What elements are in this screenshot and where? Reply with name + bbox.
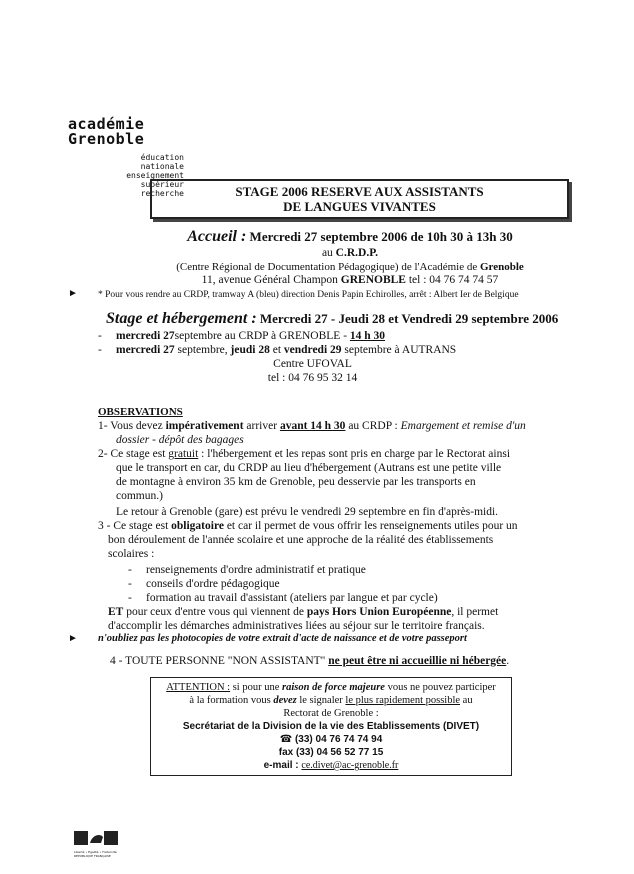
attention-email-label: e-mail : — [263, 760, 302, 771]
attention-l1c: vous ne pouvez participer — [384, 682, 496, 693]
attention-line3: Rectorat de Grenoble : — [283, 708, 379, 719]
logo-line1: académie — [68, 115, 145, 133]
photocopies-note — [98, 632, 467, 646]
o2-prefix: 2- Ce stage est — [98, 448, 169, 460]
logo-sub-line: recherche — [140, 189, 184, 198]
observations-heading-text: OBSERVATIONS — [98, 406, 183, 418]
o3-prefix: 3 - Ce stage est — [98, 520, 172, 532]
observations-heading — [98, 405, 183, 419]
et-bold: ET — [108, 606, 124, 618]
arrow-bullet-icon: ► — [68, 633, 78, 644]
accueil-centre-line — [80, 260, 620, 274]
stage-dates: Mercredi 27 - Jeudi 28 et Vendredi 29 septembre 2006 — [256, 311, 559, 326]
title-line1: STAGE 2006 RESERVE AUX ASSISTANTS — [235, 184, 484, 199]
o1-time: avant 14 h 30 — [279, 420, 346, 432]
o4-end: . — [506, 655, 510, 667]
observation-1 — [98, 419, 526, 433]
attention-line2 — [155, 694, 507, 707]
et-line2: d'accomplir les démarches administratives liées au séjour sur le territoire français. — [108, 620, 485, 632]
bullet-text: conseils d'ordre pédagogique — [146, 578, 280, 590]
attention-l1b: raison de force majeure — [282, 682, 385, 693]
attention-l2d: le plus rapidement possible — [345, 695, 461, 706]
accueil-crdp: C.R.D.P. — [335, 247, 379, 259]
attention-l2b: devez — [273, 695, 297, 706]
stage-item2-f: septembre à AUTRANS — [341, 344, 457, 356]
stage-tel: tel : 04 76 95 32 14 — [267, 372, 358, 384]
attention-phone: (33) 04 76 74 74 94 — [294, 734, 383, 745]
footer-motto: Liberté • Égalité • Fraternité — [74, 850, 117, 854]
et-line1a: pour ceux d'entre vous qui viennent de — [123, 606, 307, 618]
o4-bold: ne peut être ni accueillie ni hébergée — [328, 655, 507, 667]
attention-l2a: à la formation vous — [189, 695, 274, 706]
list-item: - renseignements d'ordre administratif et pratique — [128, 564, 366, 576]
o1-prefix: 1- Vous devez — [98, 420, 166, 432]
o3-line1: et car il permet de vous offrir les renseignements utiles pour un — [223, 520, 518, 532]
o1-italic2: dossier - dépôt des bagages — [116, 434, 244, 446]
stage-item1-a: mercredi 27 — [116, 330, 175, 342]
logo-sub-line: supérieur — [140, 180, 184, 189]
observation-3 — [98, 519, 518, 533]
accueil-line — [80, 228, 620, 246]
observation-2 — [98, 447, 510, 461]
marianne-icon — [74, 831, 118, 845]
observation-4 — [110, 654, 509, 668]
o3-line3: scolaires : — [108, 548, 155, 560]
stage-item2-d: et — [269, 344, 284, 356]
title-line2: DE LANGUES VIVANTES — [283, 199, 436, 214]
arrow-bullet-icon: ► — [68, 288, 78, 299]
attention-line4: Secrétariat de la Division de la vie des Etablissements (DIVET) — [182, 721, 480, 732]
logo-sub-line: enseignement — [126, 171, 184, 180]
stage-item1-b: septembre au CRDP à GRENOBLE - — [174, 330, 350, 342]
logo-sub-line: nationale — [140, 162, 184, 171]
stage-item2-e: vendredi 29 — [283, 344, 342, 356]
stage-item2-a: mercredi 27 — [116, 344, 175, 356]
accueil-tel: tel : 04 76 74 74 57 — [405, 274, 499, 286]
accueil-centre-city: Grenoble — [479, 261, 524, 273]
logo-line2: Grenoble — [68, 130, 145, 148]
et-line1b: pays Hors Union Européenne — [306, 606, 452, 618]
bullet-text: formation au travail d'assistant (ateliers par langue et par cycle) — [146, 592, 438, 604]
list-item: - conseils d'ordre pédagogique — [128, 578, 280, 590]
accueil-address-line — [80, 273, 620, 287]
observation-1-cont — [116, 433, 244, 447]
o2-line1: : l'hébergement et les repas sont pris en charge par le Rectorat ainsi — [198, 448, 511, 460]
footer-republic: RÉPUBLIQUE FRANÇAISE — [74, 854, 111, 858]
o4-prefix: 4 - TOUTE PERSONNE "NON ASSISTANT" — [110, 655, 329, 667]
photocopies-text: n'oubliez pas les photocopies de votre extrait d'acte de naissance et de votre passeport — [98, 633, 467, 644]
attention-box — [150, 677, 512, 776]
attention-line1 — [155, 681, 507, 694]
logo-sub-line: éducation — [140, 153, 184, 162]
attention-l1a: si pour une — [230, 682, 283, 693]
stage-item2-b: septembre, — [174, 344, 231, 356]
o3-line2: bon déroulement de l'année scolaire et une approche de la réalité des établissements — [108, 534, 494, 546]
stage-label: Stage et hébergement : — [106, 310, 257, 327]
o3-bold: obligatoire — [171, 520, 224, 532]
attention-l2c: le signaler — [296, 695, 346, 706]
stage-item-2: - mercredi 27 septembre, jeudi 28 et vendredi 29 septembre à AUTRANS — [98, 344, 457, 356]
list-item: - formation au travail d'assistant (ateliers par langue et par cycle) — [128, 592, 438, 604]
attention-label: ATTENTION : — [166, 682, 231, 693]
stage-line — [106, 310, 558, 328]
title-box — [150, 179, 569, 219]
transport-note: * Pour vous rendre au CRDP, tramway A (bleu) direction Denis Papin Echirolles, arrêt : Albert Ier de Belgique — [98, 290, 519, 300]
attention-l2e: au — [460, 695, 473, 706]
stage-item1-time: 14 h 30 — [349, 330, 386, 342]
o1-mid: arriver — [243, 420, 280, 432]
accueil-centre: (Centre Régional de Documentation Pédagogique) de l'Académie de — [176, 261, 480, 273]
accueil-address: 11, avenue Général Champon — [201, 274, 341, 286]
bullet-text: renseignements d'ordre administratif et pratique — [146, 564, 366, 576]
o2-line4: commun.) — [116, 490, 163, 502]
o2-return: Le retour à Grenoble (gare) est prévu le vendredi 29 septembre en fin d'après-midi. — [116, 506, 499, 518]
o1-italic1: Emargement et remise d'un — [400, 420, 526, 432]
phone-icon: ☎ — [279, 734, 293, 745]
republique-logo — [74, 831, 124, 858]
accueil-date: Mercredi 27 septembre 2006 de 10h 30 à 13h 30 — [246, 229, 513, 244]
attention-email-line — [155, 759, 507, 772]
accueil-au: au — [321, 247, 336, 259]
o1-after: au CRDP : — [345, 420, 401, 432]
stage-centre: Centre UFOVAL — [273, 358, 352, 370]
attention-email[interactable]: ce.divet@ac-grenoble.fr — [301, 760, 399, 771]
attention-phone-line — [155, 733, 507, 746]
o2-line3: de montagne à environ 35 km de Grenoble, peu desservie par les transports en — [116, 476, 476, 488]
o1-bold: impérativement — [165, 420, 244, 432]
stage-item2-c: jeudi 28 — [230, 344, 270, 356]
accueil-au-line — [80, 246, 620, 260]
et-line — [108, 605, 498, 619]
o2-line2: que le transport en car, du CRDP au lieu d'hébergement (Autrans est une petite ville — [116, 462, 502, 474]
accueil-address-city: GRENOBLE — [340, 274, 406, 286]
et-line1c: , il permet — [451, 606, 499, 618]
stage-item-1: - mercredi 27septembre au CRDP à GRENOBLE - 14 h 30 — [98, 330, 386, 342]
o2-free: gratuit — [168, 448, 199, 460]
accueil-label: Accueil : — [187, 228, 247, 245]
attention-fax: fax (33) 04 56 52 77 15 — [278, 747, 384, 758]
